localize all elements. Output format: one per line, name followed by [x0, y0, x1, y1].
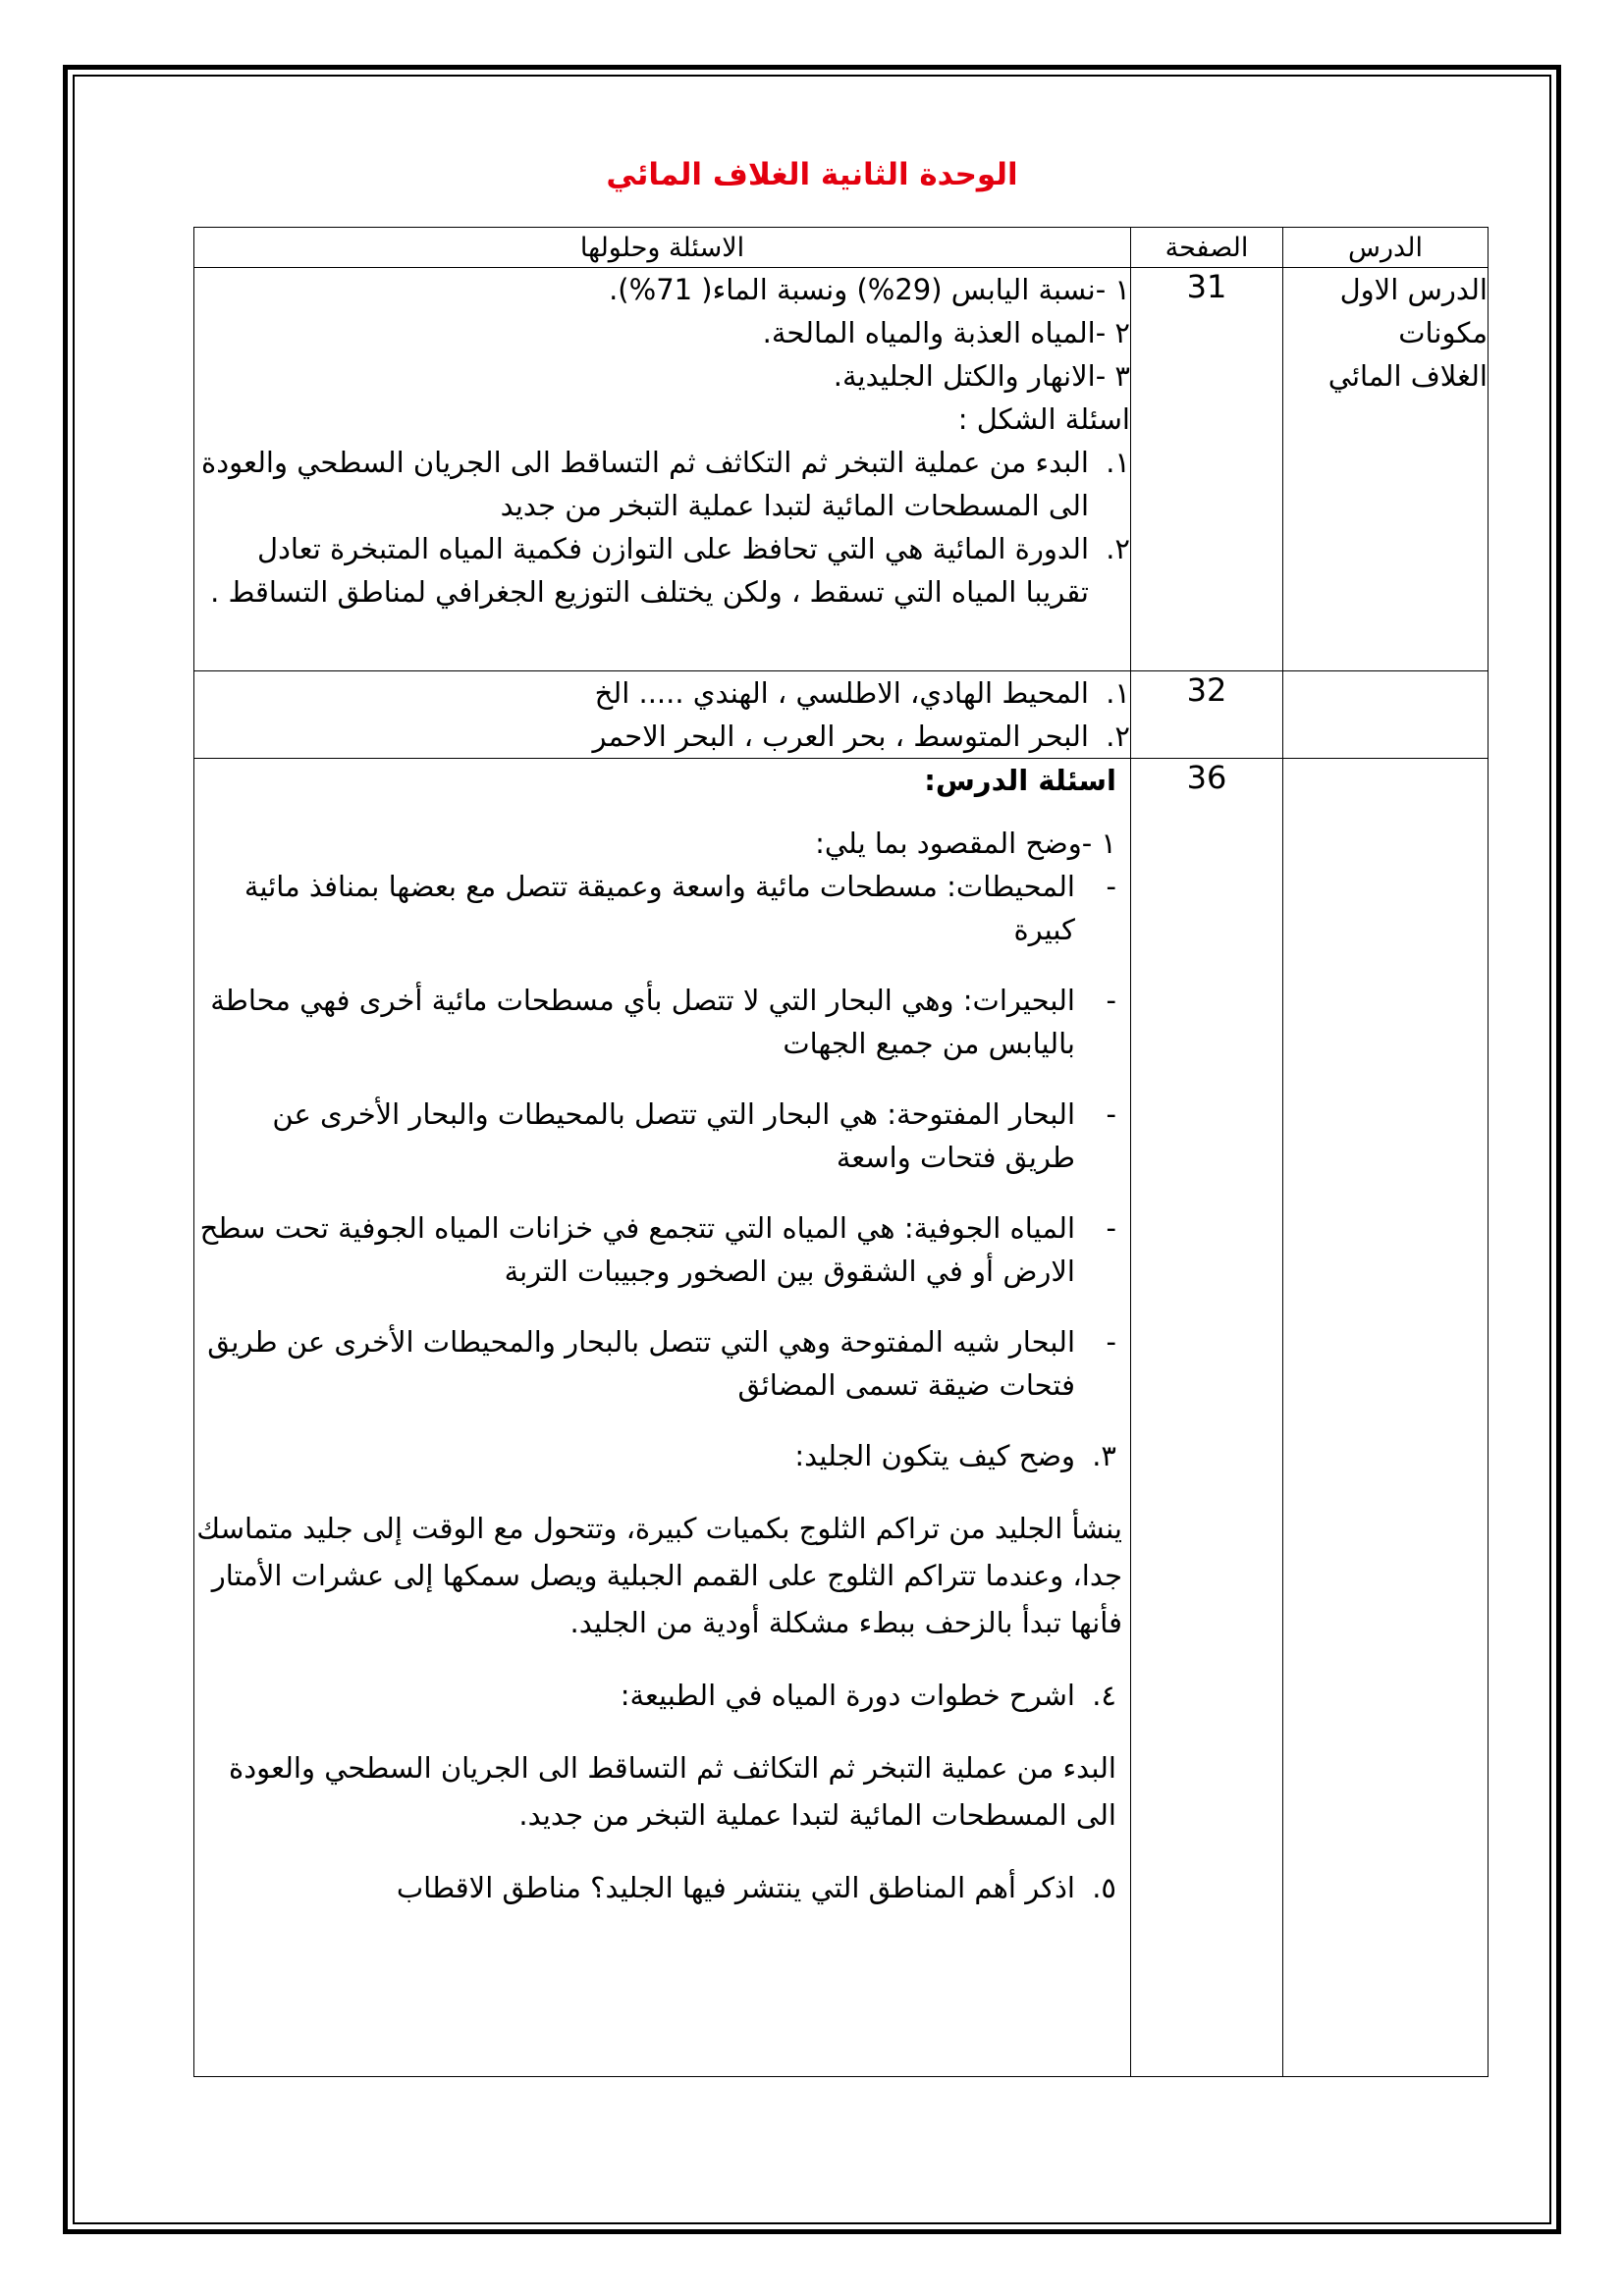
list-item	[194, 671, 1130, 715]
item-text: الدورة المائية هي التي تحافظ على التوازن فكمية المياه المتبخرة تعادل تقريبا المياه التي تسقط ، ولكن يختلف التوزيع الجغرافي لمناطق التساقط .	[210, 532, 1089, 609]
answers-table	[193, 227, 1489, 2077]
answer-line: ١ -نسبة اليابس (29%) ونسبة الماء( 71%).	[609, 273, 1130, 306]
page-number-cell: 36	[1131, 759, 1283, 2077]
lesson-name-line: الدرس الاول	[1339, 273, 1488, 306]
page-number-cell: 31	[1131, 268, 1283, 671]
definition-text: البحار شيه المفتوحة وهي التي تتصل بالبحار والمحيطات الأخرى عن طريق فتحات ضيقة تسمى المضائق	[207, 1325, 1075, 1402]
question-item	[194, 1866, 1116, 1909]
question-1: ١ -وضح المقصود بما يلي:	[815, 827, 1116, 860]
question-item	[194, 1434, 1116, 1477]
figure-questions-label: اسئلة الشكل :	[957, 402, 1130, 436]
table-row	[194, 759, 1489, 2077]
question-number: ٣.	[1092, 1439, 1116, 1472]
definition-item	[194, 865, 1116, 951]
answer-line: ٢ -المياه العذبة والمياه المالحة.	[762, 316, 1130, 349]
item-number: ٢.	[1106, 720, 1130, 753]
dash-bullet: -	[1106, 870, 1116, 903]
question-5: اذكر أهم المناطق التي ينتشر فيها الجليد؟ مناطق الاقطاب	[396, 1871, 1075, 1904]
question-number: ٥.	[1092, 1871, 1116, 1904]
list-item	[194, 527, 1130, 614]
header-page: الصفحة	[1131, 228, 1283, 268]
unit-title: الوحدة الثانية الغلاف المائي	[606, 157, 1018, 192]
table-row	[194, 671, 1489, 759]
lesson-questions-heading: اسئلة الدرس:	[924, 764, 1116, 797]
definition-text: المياه الجوفية: هي المياه التي تتجمع في خزانات المياه الجوفية تحت سطح الارض أو في الشقوق بين الصخور وجبيبات التربة	[199, 1211, 1075, 1288]
question-3: وضح كيف يتكون الجليد:	[794, 1439, 1075, 1472]
item-number: ٢.	[1106, 532, 1130, 565]
table-header-row	[194, 228, 1489, 268]
lesson-name-line: الغلاف المائي	[1327, 359, 1488, 393]
item-number: ١.	[1106, 446, 1130, 479]
answer-4: البدء من عملية التبخر ثم التكاثف ثم التساقط الى الجريان السطحي والعودة الى المسطحات المائية لتبدا عملية التبخر من جديد.	[229, 1751, 1116, 1832]
list-item	[194, 441, 1130, 527]
question-4: اشرح خطوات دورة المياه في الطبيعة:	[620, 1679, 1075, 1712]
definition-text: المحيطات: مسطحات مائية واسعة وعميقة تتصل مع بعضها بمنافذ مائية كبيرة	[244, 870, 1075, 946]
definition-text: البحار المفتوحة: هي البحار التي تتصل بالمحيطات والبحار الأخرى عن طريق فتحات واسعة	[272, 1097, 1075, 1174]
header-qa: الاسئلة وحلولها	[194, 228, 1131, 268]
definition-text: البحيرات: وهي البحار التي لا تتصل بأي مسطحات مائية أخرى فهي محاطة باليابس من جميع الجهات	[210, 984, 1075, 1060]
item-text: البحر المتوسط ، بحر العرب ، البحر الاحمر	[592, 720, 1089, 753]
definition-item	[194, 1093, 1116, 1179]
dash-bullet: -	[1106, 1325, 1116, 1359]
dash-bullet: -	[1106, 984, 1116, 1017]
lesson-cell	[1283, 759, 1489, 2077]
item-text: البدء من عملية التبخر ثم التكاثف ثم التساقط الى الجريان السطحي والعودة الى المسطحات المائية لتبدا عملية التبخر من جديد	[201, 446, 1089, 522]
item-number: ١.	[1106, 676, 1130, 710]
definition-item	[194, 979, 1116, 1065]
lesson-cell	[1283, 268, 1489, 671]
lesson-cell	[1283, 671, 1489, 759]
definition-item	[194, 1206, 1116, 1293]
answers-cell	[194, 671, 1131, 759]
answer-3: ينشأ الجليد من تراكم الثلوج بكميات كبيرة، وتتحول مع الوقت إلى جليد متماسك جدا، وعندما تتراكم الثلوج على القمم الجبلية ويصل سمكها إلى عشرات الأمتار فأنها تبدأ بالزحف ببطء مشكلة أودية من الجليد.	[196, 1512, 1122, 1639]
answers-cell	[194, 268, 1131, 671]
answer-line: ٣ -الانهار والكتل الجليدية.	[833, 359, 1130, 393]
dash-bullet: -	[1106, 1097, 1116, 1131]
item-text: المحيط الهادي، الاطلسي ، الهندي ..... الخ	[594, 676, 1089, 710]
page-number-cell: 32	[1131, 671, 1283, 759]
list-item	[194, 715, 1130, 758]
question-number: ٤.	[1092, 1679, 1116, 1712]
dash-bullet: -	[1106, 1211, 1116, 1245]
question-item	[194, 1674, 1116, 1717]
table-row	[194, 268, 1489, 671]
answers-cell	[194, 759, 1131, 2077]
header-lesson: الدرس	[1283, 228, 1489, 268]
lesson-name-line: مكونات	[1398, 316, 1488, 349]
definition-item	[194, 1320, 1116, 1407]
